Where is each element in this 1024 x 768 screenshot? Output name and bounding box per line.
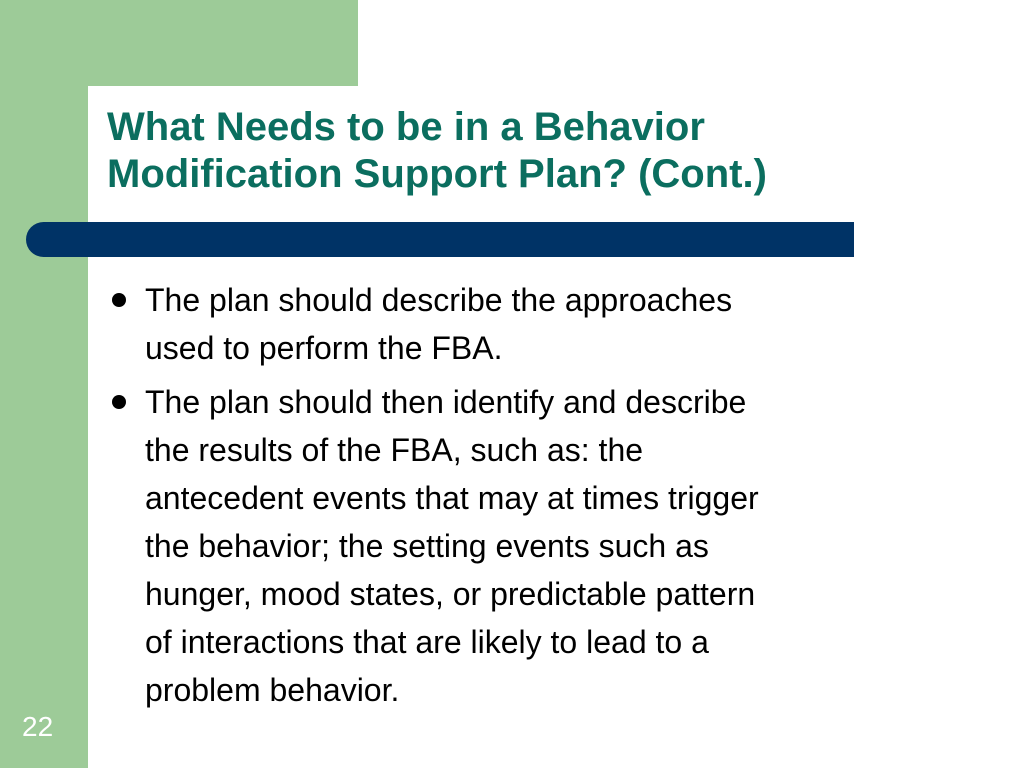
bullet-text: [145, 276, 908, 372]
sidebar-green-band: [0, 0, 88, 768]
slide-title: [107, 104, 967, 198]
bullet-line: antecedent events that may at times trigger: [145, 480, 759, 516]
title-line: Modification Support Plan? (Cont.): [107, 152, 767, 196]
bullet-item: [108, 276, 908, 372]
bullet-line: The plan should then identify and describe: [145, 384, 747, 420]
bullet-dot-icon: [112, 395, 126, 409]
title-underline-bar: [26, 222, 854, 257]
bullet-line: problem behavior.: [145, 672, 400, 708]
slide-number: 22: [22, 711, 54, 742]
top-green-band: [0, 0, 358, 86]
bullet-line: The plan should describe the approaches: [145, 282, 733, 318]
bullet-item: [108, 378, 908, 714]
bullet-line: used to perform the FBA.: [145, 330, 503, 366]
bullet-line: the results of the FBA, such as: the: [145, 432, 644, 468]
bullet-text: [145, 378, 908, 714]
bullet-line: hunger, mood states, or predictable pattern: [145, 576, 756, 612]
bullet-line: of interactions that are likely to lead to a: [145, 624, 709, 660]
title-line: What Needs to be in a Behavior: [107, 105, 705, 149]
bullet-dot-icon: [112, 293, 126, 307]
bullet-line: the behavior; the setting events such as: [145, 528, 709, 564]
bullet-list: [108, 276, 908, 720]
